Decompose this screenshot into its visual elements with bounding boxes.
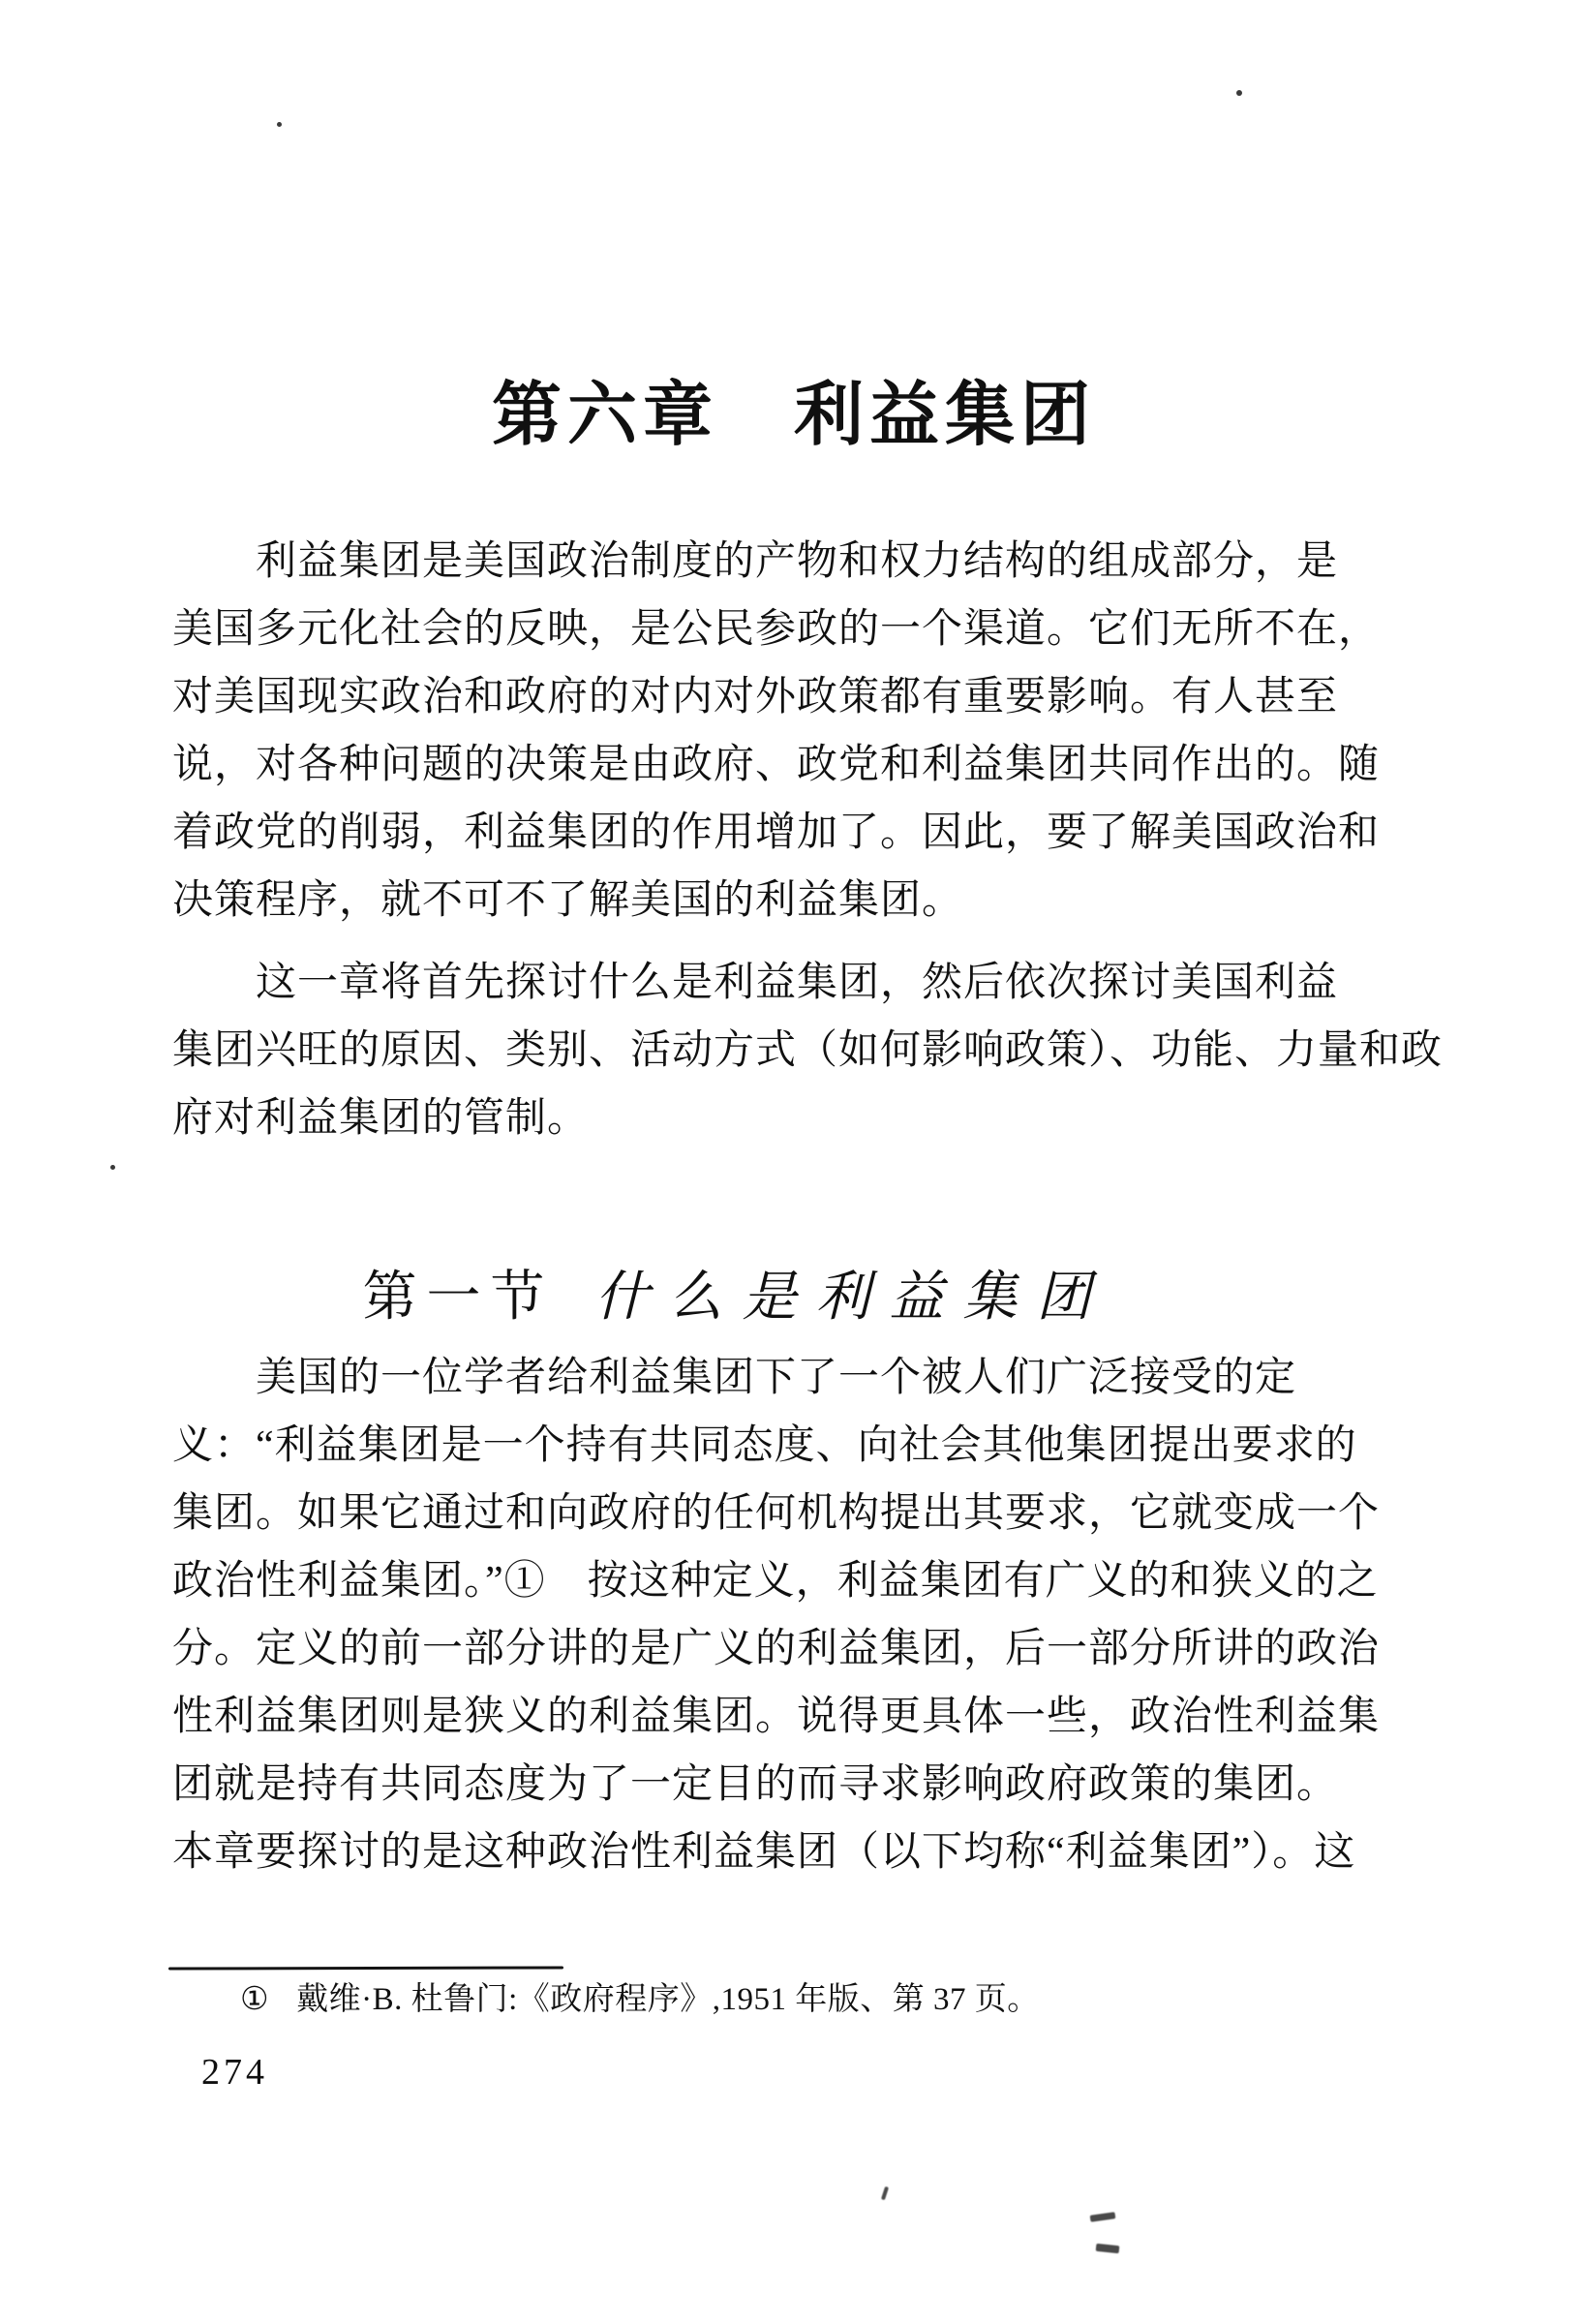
- scan-speck: [110, 1165, 115, 1170]
- body-line: 义：“利益集团是一个持有共同态度、向社会其他集团提出要求的: [172, 1423, 1357, 1468]
- body-line: 这一章将首先探讨什么是利益集团，然后依次探讨美国利益: [256, 961, 1339, 1005]
- body-line: 美国的一位学者给利益集团下了一个被人们广泛接受的定: [256, 1356, 1297, 1400]
- body-line: 美国多元化社会的反映，是公民参政的一个渠道。它们无所不在，: [172, 607, 1381, 652]
- body-line: 说，对各种问题的决策是由政府、政党和利益集团共同作出的。随: [172, 743, 1381, 787]
- body-line: 对美国现实政治和政府的对内对外政策都有重要影响。有人甚至: [172, 675, 1339, 719]
- scan-smudge: [1090, 2212, 1116, 2222]
- scan-speck: [277, 122, 282, 127]
- body-line: 集团。如果它通过和向政府的任何机构提出其要求，它就变成一个: [172, 1491, 1381, 1536]
- scan-speck: [1236, 90, 1242, 96]
- scan-smudge: [881, 2186, 889, 2201]
- scan-smudge: [1096, 2244, 1120, 2253]
- body-line: 利益集团是美国政治制度的产物和权力结构的组成部分，是: [256, 539, 1339, 584]
- body-line: 集团兴旺的原因、类别、活动方式（如何影响政策）、功能、力量和政: [172, 1028, 1444, 1073]
- paragraph-intro: [172, 528, 1381, 934]
- body-line: 府对利益集团的管制。: [172, 1096, 590, 1141]
- body-line: 决策程序，就不可不了解美国的利益集团。: [172, 878, 964, 923]
- body-line: 性利益集团则是狭义的利益集团。说得更具体一些，政治性利益集: [172, 1695, 1381, 1739]
- section-title: [172, 1263, 1300, 1333]
- body-line: 团就是持有共同态度为了一定目的而寻求影响政府政策的集团。: [172, 1762, 1339, 1807]
- chapter-title: 第六章 利益集团: [491, 377, 1096, 455]
- body-line: 着政党的削弱，利益集团的作用增加了。因此，要了解美国政治和: [172, 810, 1381, 855]
- body-line: 本章要探讨的是这种政治性利益集团（以下均称“利益集团”）。这: [172, 1830, 1356, 1875]
- body-line: 分。定义的前一部分讲的是广义的利益集团，后一部分所讲的政治: [172, 1627, 1381, 1671]
- footnote: [240, 1977, 1040, 2022]
- section-number: 第一节: [362, 1268, 555, 1329]
- body-line: 政治性利益集团。”① 按这种定义，利益集团有广义的和狭义的之: [172, 1559, 1379, 1604]
- page-number: 274: [201, 2052, 268, 2093]
- paragraph-definition: [172, 1344, 1381, 1886]
- paragraph-overview: [172, 949, 1444, 1152]
- section-name: 什么是利益集团: [594, 1268, 1110, 1329]
- footnote-divider: [168, 1966, 563, 1970]
- footnote-marker: ①: [240, 1982, 270, 2017]
- footnote-text: 戴维·B. 杜鲁门:《政府程序》,1951 年版、第 37 页。: [296, 1982, 1040, 2017]
